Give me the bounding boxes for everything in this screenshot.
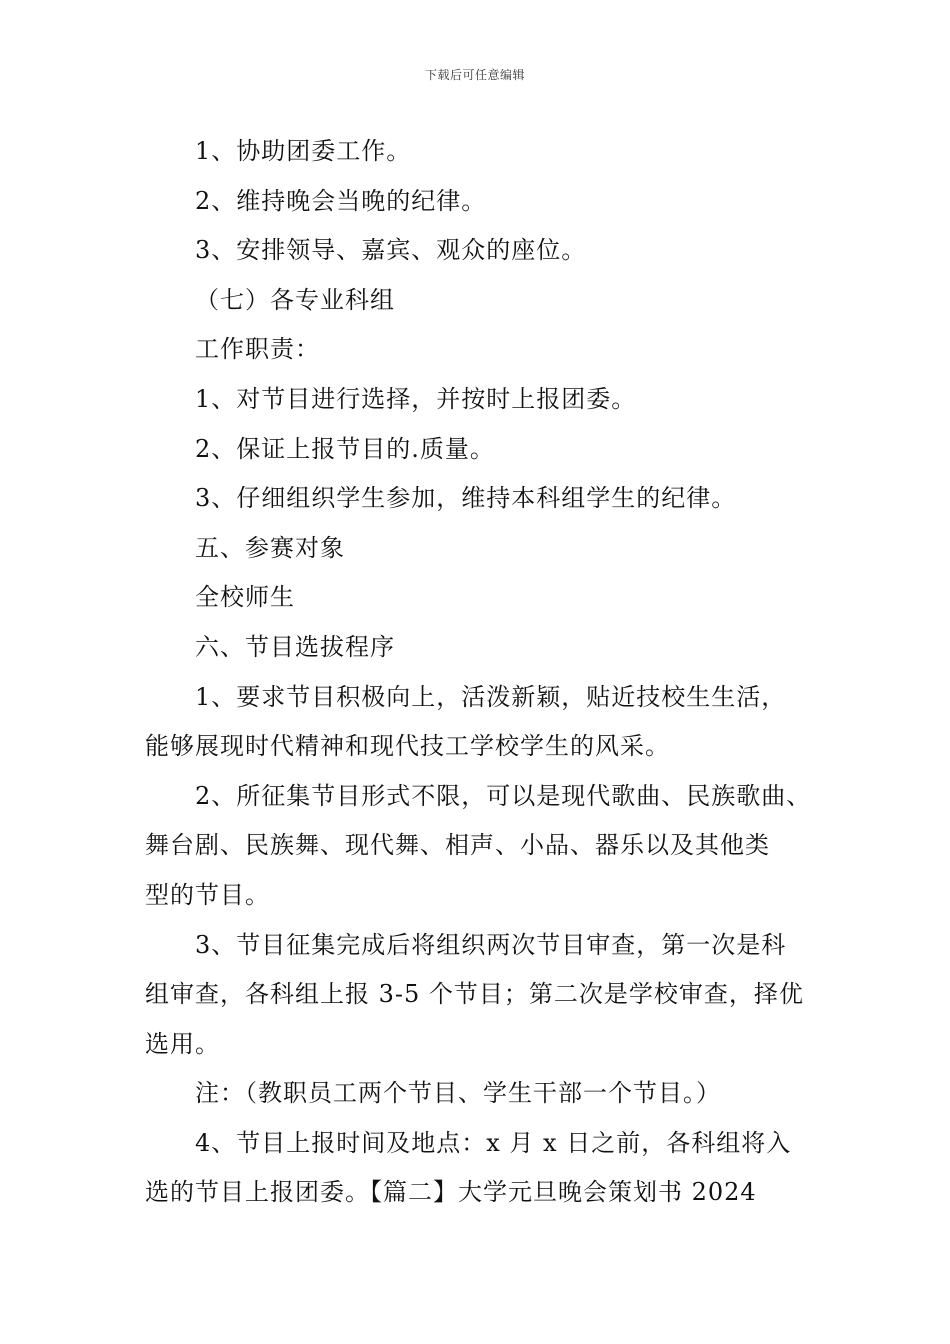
paragraph-line: 2、所征集节目形式不限，可以是现代歌曲、民族歌曲、	[195, 781, 812, 810]
paragraph-line: 3、节目征集完成后将组织两次节目审查，第一次是科	[195, 930, 787, 959]
paragraph-line: 1、要求节目积极向上，活泼新颖，贴近技校生生活，	[195, 682, 787, 711]
paragraph-line: 型的节目。	[145, 880, 270, 909]
text-line: 2、保证上报节目的.质量。	[195, 434, 495, 463]
text-line: 2、维持晚会当晚的纪律。	[195, 186, 487, 215]
paragraph-line: 4、节目上报时间及地点：x 月 x 日之前，各科组将入	[195, 1128, 792, 1157]
text-line: 1、对节目进行选择，并按时上报团委。	[195, 384, 637, 413]
section-heading: （七）各专业科组	[195, 285, 395, 314]
text-line: 3、仔细组织学生参加，维持本科组学生的纪律。	[195, 484, 737, 513]
document-body	[145, 127, 825, 1218]
note-line: 注：（教职员工两个节目、学生干部一个节目。）	[195, 1079, 721, 1108]
paragraph-line: 舞台剧、民族舞、现代舞、相声、小品、器乐以及其他类	[145, 831, 770, 860]
section-heading: 六、节目选拔程序	[195, 632, 395, 661]
paragraph-line: 选用。	[145, 1029, 220, 1058]
text-line: 1、协助团委工作。	[195, 137, 412, 165]
subheading: 工作职责：	[195, 335, 320, 364]
paragraph-line: 选的节目上报团委。【篇二】大学元旦晚会策划书 2024	[145, 1178, 757, 1207]
text-line: 3、安排领导、嘉宾、观众的座位。	[195, 236, 587, 265]
page-header: 下载后可任意编辑	[424, 68, 525, 82]
paragraph-line: 能够展现时代精神和现代技工学校学生的风采。	[145, 732, 670, 761]
text-line: 全校师生	[195, 583, 295, 612]
paragraph-line: 组审查，各科组上报 3-5 个节目；第二次是学校审查，择优	[145, 980, 804, 1009]
section-heading: 五、参赛对象	[195, 533, 345, 562]
